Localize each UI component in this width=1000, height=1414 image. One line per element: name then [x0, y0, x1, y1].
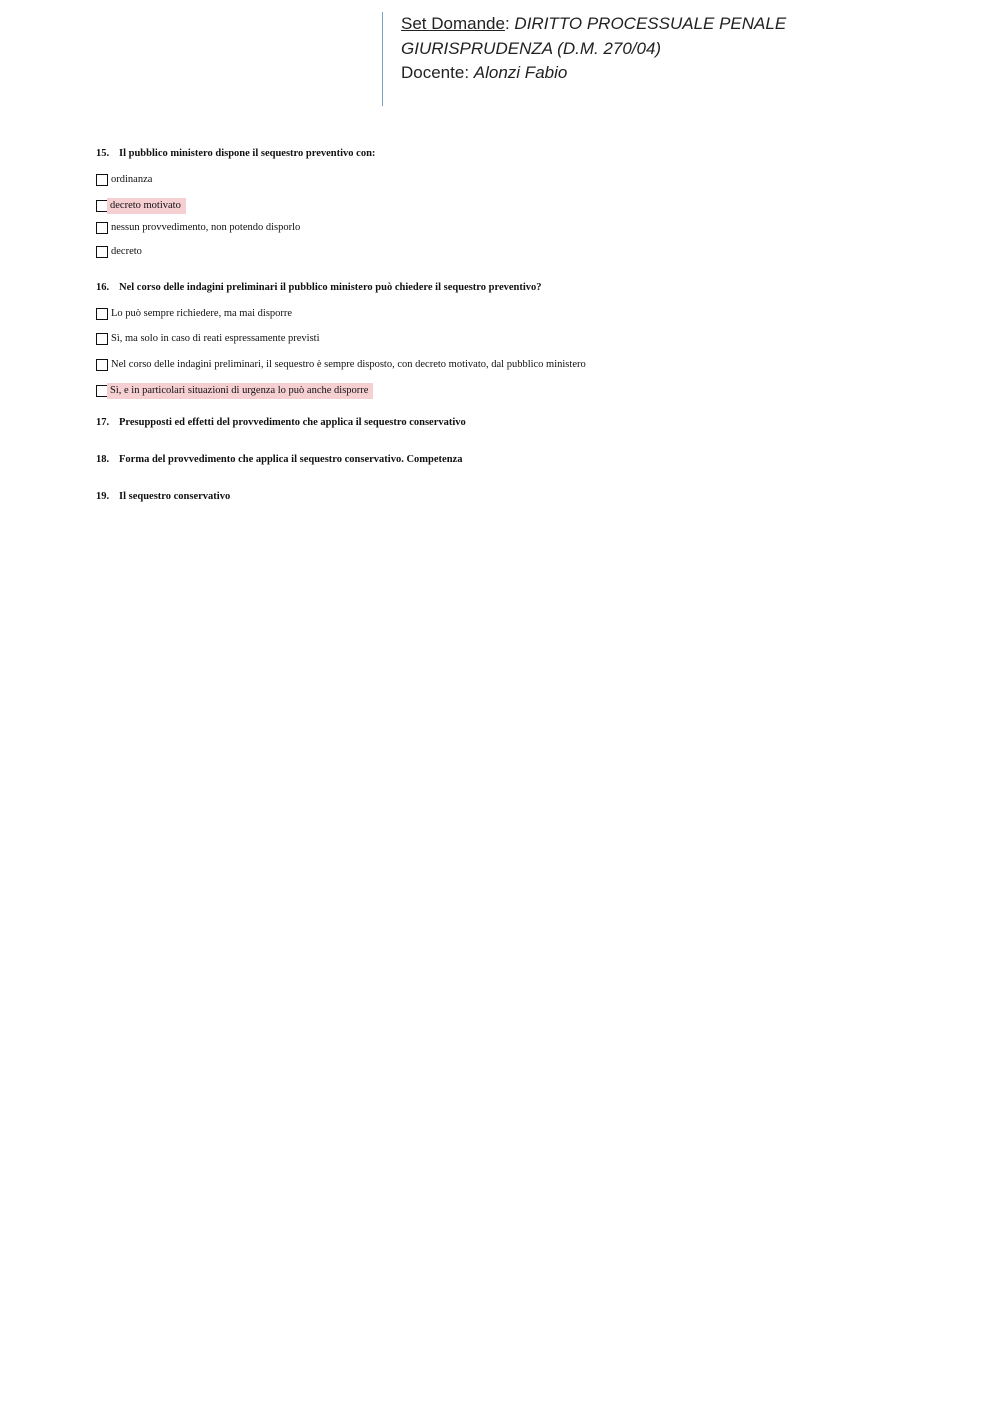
answer-option-correct[interactable]: [96, 198, 186, 214]
question-text: Il pubblico ministero dispone il sequestro preventivo con:: [119, 148, 376, 159]
header-course-line: [401, 12, 942, 37]
question-number: 15.: [96, 148, 110, 159]
answer-option[interactable]: [96, 306, 297, 322]
answer-text: nessun provvedimento, non potendo disporlo: [111, 222, 301, 233]
question-15-title: [96, 148, 375, 159]
answer-checkbox[interactable]: [96, 308, 108, 320]
question-text: Nel corso delle indagini preliminari il pubblico ministero può chiedere il sequestro preventivo?: [119, 282, 542, 293]
answer-option[interactable]: [96, 244, 147, 260]
answer-checkbox[interactable]: [96, 174, 108, 186]
question-number: 18.: [96, 454, 110, 465]
question-number: 16.: [96, 282, 110, 293]
question-number: 19.: [96, 491, 110, 502]
course-title-line1: DIRITTO PROCESSUALE PENALE: [514, 14, 787, 33]
answer-text: decreto: [111, 246, 142, 257]
question-16-title: [96, 282, 542, 293]
question-text: Forma del provvedimento che applica il sequestro conservativo. Competenza: [119, 454, 463, 465]
answer-text: Lo può sempre richiedere, ma mai disporre: [111, 308, 293, 319]
document-header: [382, 12, 942, 106]
answer-text: Nel corso delle indagini preliminari, il sequestro è sempre disposto, con decreto motivato, dal pubblico ministero: [111, 359, 586, 370]
answer-checkbox[interactable]: [96, 246, 108, 258]
answer-text: decreto motivato: [107, 198, 186, 214]
answer-checkbox[interactable]: [96, 359, 108, 371]
answer-text: ordinanza: [111, 174, 153, 185]
answer-text: Sì, ma solo in caso di reati espressamente previsti: [111, 333, 320, 344]
answer-option[interactable]: [96, 172, 157, 188]
header-docente-line: [401, 61, 942, 86]
docente-label: Docente:: [401, 63, 470, 82]
answer-checkbox[interactable]: [96, 333, 108, 345]
course-title-line2: GIURISPRUDENZA (D.M. 270/04): [401, 38, 662, 58]
docente-name: Alonzi Fabio: [473, 63, 568, 82]
question-19-title: [96, 491, 230, 502]
answer-text: Sì, e in particolari situazioni di urgenza lo può anche disporre: [107, 383, 373, 399]
question-17-title: [96, 417, 466, 428]
question-text: Presupposti ed effetti del provvedimento che applica il sequestro conservativo: [119, 417, 466, 428]
question-number: 17.: [96, 417, 110, 428]
set-label-colon: :: [504, 14, 510, 33]
answer-option[interactable]: [96, 220, 305, 236]
set-label: Set Domande: [401, 14, 505, 33]
answer-option[interactable]: [96, 357, 591, 373]
answer-option[interactable]: [96, 331, 325, 347]
answer-option-correct[interactable]: [96, 383, 373, 399]
question-18-title: [96, 454, 462, 465]
question-text: Il sequestro conservativo: [119, 491, 231, 502]
answer-checkbox[interactable]: [96, 222, 108, 234]
